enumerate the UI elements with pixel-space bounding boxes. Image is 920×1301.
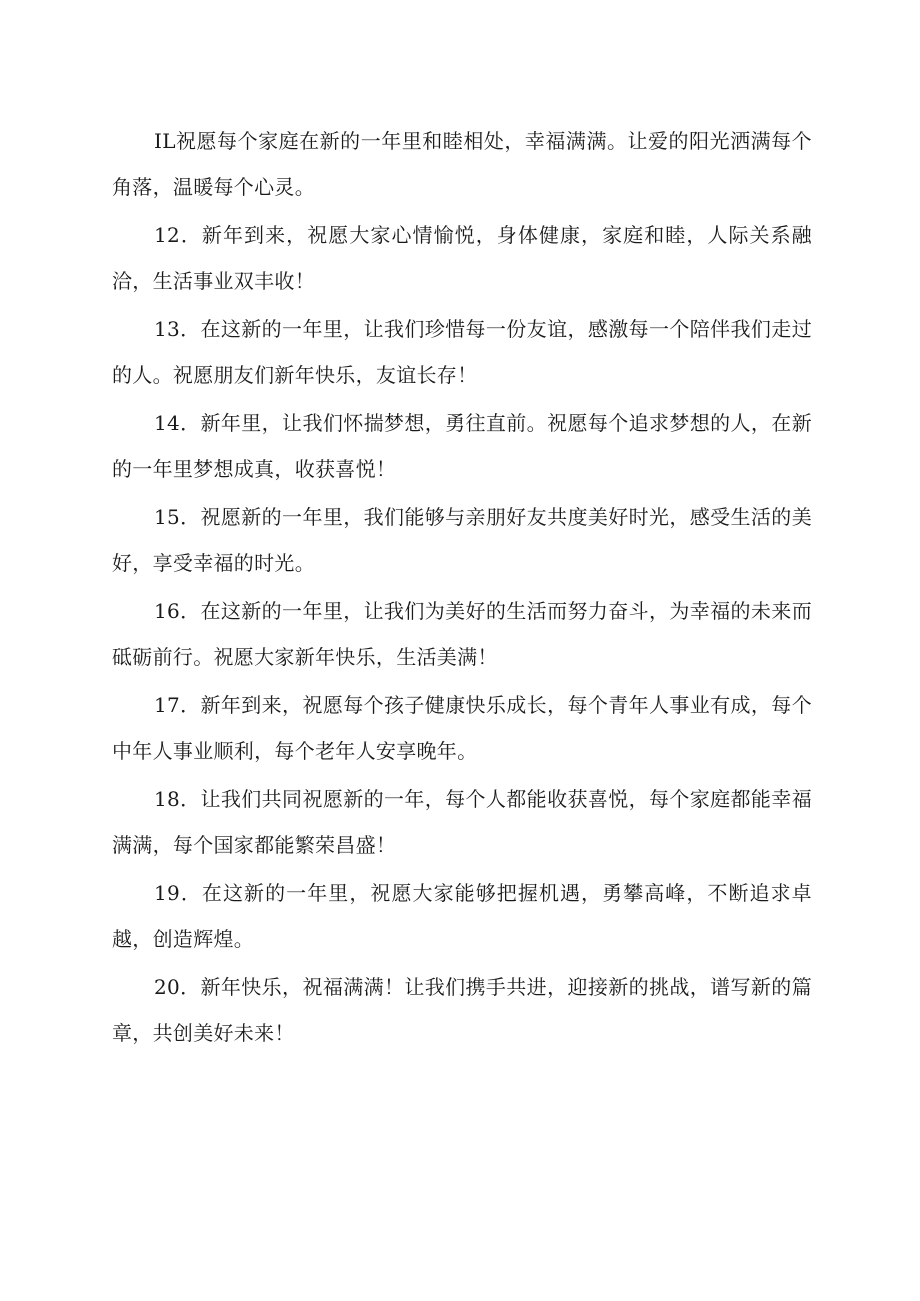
paragraph-15: 15．祝愿新的一年里，我们能够与亲朋好友共度美好时光，感受生活的美好，享受幸福的时光。 — [112, 505, 812, 575]
document-body — [112, 118, 812, 1058]
paragraph-16: 16．在这新的一年里，让我们为美好的生活而努力奋斗，为幸福的未来而砥砺前行。祝愿大家新年快乐，生活美满！ — [112, 599, 812, 669]
paragraph-19: 19．在这新的一年里，祝愿大家能够把握机遇，勇攀高峰，不断追求卓越，创造辉煌。 — [112, 881, 812, 951]
paragraph-18: 18．让我们共同祝愿新的一年，每个人都能收获喜悦，每个家庭都能幸福满满，每个国家都能繁荣昌盛！ — [112, 787, 812, 857]
paragraph-20: 20．新年快乐，祝福满满！让我们携手共进，迎接新的挑战，谱写新的篇章，共创美好未来！ — [112, 975, 812, 1045]
paragraph-17: 17．新年到来，祝愿每个孩子健康快乐成长，每个青年人事业有成，每个中年人事业顺利，每个老年人安享晚年。 — [112, 693, 812, 763]
paragraph-12: 12．新年到来，祝愿大家心情愉悦，身体健康，家庭和睦，人际关系融洽，生活事业双丰收！ — [112, 223, 812, 293]
paragraph-13: 13．在这新的一年里，让我们珍惜每一份友谊，感激每一个陪伴我们走过的人。祝愿朋友们新年快乐，友谊长存！ — [112, 317, 812, 387]
paragraph-14: 14．新年里，让我们怀揣梦想，勇往直前。祝愿每个追求梦想的人，在新的一年里梦想成真，收获喜悦！ — [112, 411, 812, 481]
paragraph-11: IL祝愿每个家庭在新的一年里和睦相处，幸福满满。让爱的阳光洒满每个角落，温暖每个心灵。 — [112, 129, 812, 199]
